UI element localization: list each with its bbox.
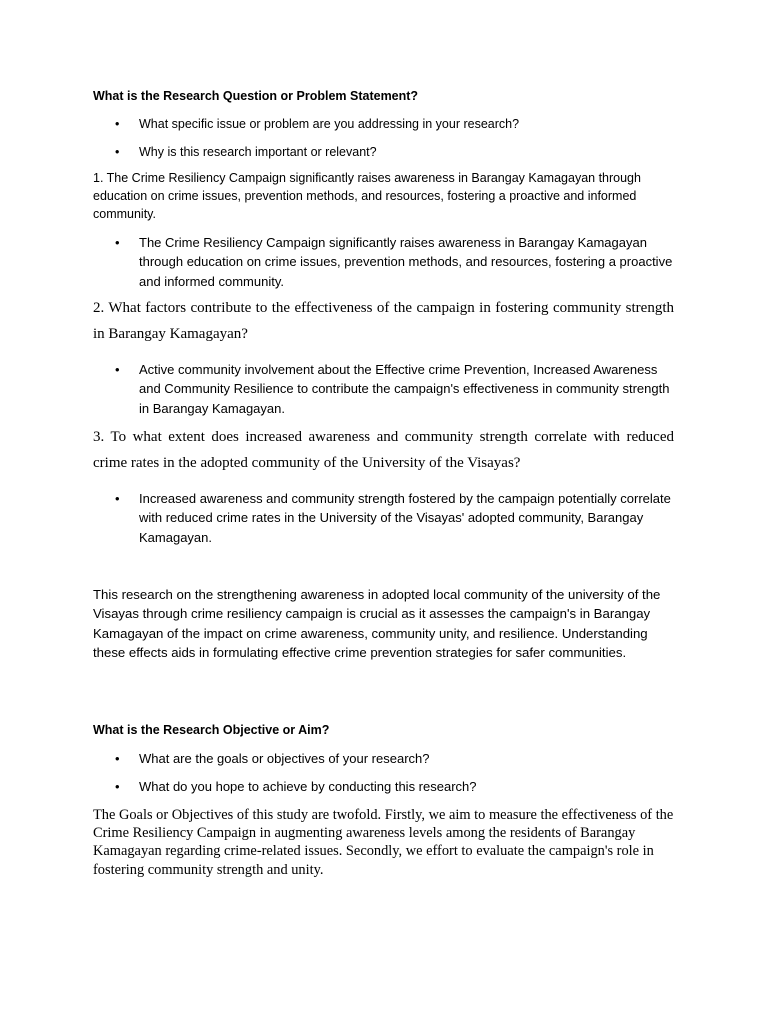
bullet-text: Active community involvement about the Effective crime Prevention, Increased Awareness and Community Resilience to contribute the campaign's effectiveness in community strength in Barangay Kamagayan. xyxy=(139,362,670,416)
question-1-text: 1. The Crime Resiliency Campaign significantly raises awareness in Barangay Kamagayan through education on crime issues, prevention methods, and resources, fostering a proactive and informed community. xyxy=(93,171,641,221)
bullet-icon: • xyxy=(115,751,120,766)
question-2-text: 2. What factors contribute to the effectiveness of the campaign in fostering community strength in Barangay Kamagayan? xyxy=(93,300,674,342)
bullet-icon: • xyxy=(115,235,120,250)
bullet-icon: • xyxy=(115,117,120,131)
objectives-paragraph: The Goals or Objectives of this study are twofold. Firstly, we aim to measure the effectiveness of the Crime Resiliency Campaign in augmenting awareness levels among the residents of Barangay Kamagayan regarding crime-related issues. Secondly, we effort to evaluate the campaign's role in fostering community strength and unity. xyxy=(93,807,674,878)
bullet-text: Increased awareness and community strength fostered by the campaign potentially correlate with reduced crime rates in the University of the Visayas' adopted community, Barangay Kamagayan. xyxy=(139,491,671,545)
bullet-text: Why is this research important or relevant? xyxy=(139,145,377,159)
relevance-paragraph: This research on the strengthening awareness in adopted local community of the university of the Visayas through crime resiliency campaign is crucial as it assesses the campaign's in Barangay Kamagayan of the impact on crime awareness, community unity, and resilience. Understanding these effects aids in formulating effective crime prevention strategies for safer communities. xyxy=(93,587,661,660)
bullet-icon: • xyxy=(115,362,120,377)
bullet-icon: • xyxy=(115,779,120,794)
bullet-text: What are the goals or objectives of your research? xyxy=(139,751,430,766)
bullet-icon: • xyxy=(115,491,120,506)
section-heading-research-objective: What is the Research Objective or Aim? xyxy=(93,723,330,737)
bullet-icon: • xyxy=(115,145,120,159)
section-heading-research-question: What is the Research Question or Problem Statement? xyxy=(93,89,419,103)
bullet-text: What specific issue or problem are you addressing in your research? xyxy=(139,117,520,131)
bullet-text: What do you hope to achieve by conducting this research? xyxy=(139,779,477,794)
question-3-text: 3. To what extent does increased awareness and community strength correlate with reduced crime rates in the adopted community of the University of the Visayas? xyxy=(93,429,674,471)
bullet-text: The Crime Resiliency Campaign significantly raises awareness in Barangay Kamagayan through education on crime issues, prevention methods, and resources, fostering a proactive and informed community. xyxy=(139,235,673,289)
